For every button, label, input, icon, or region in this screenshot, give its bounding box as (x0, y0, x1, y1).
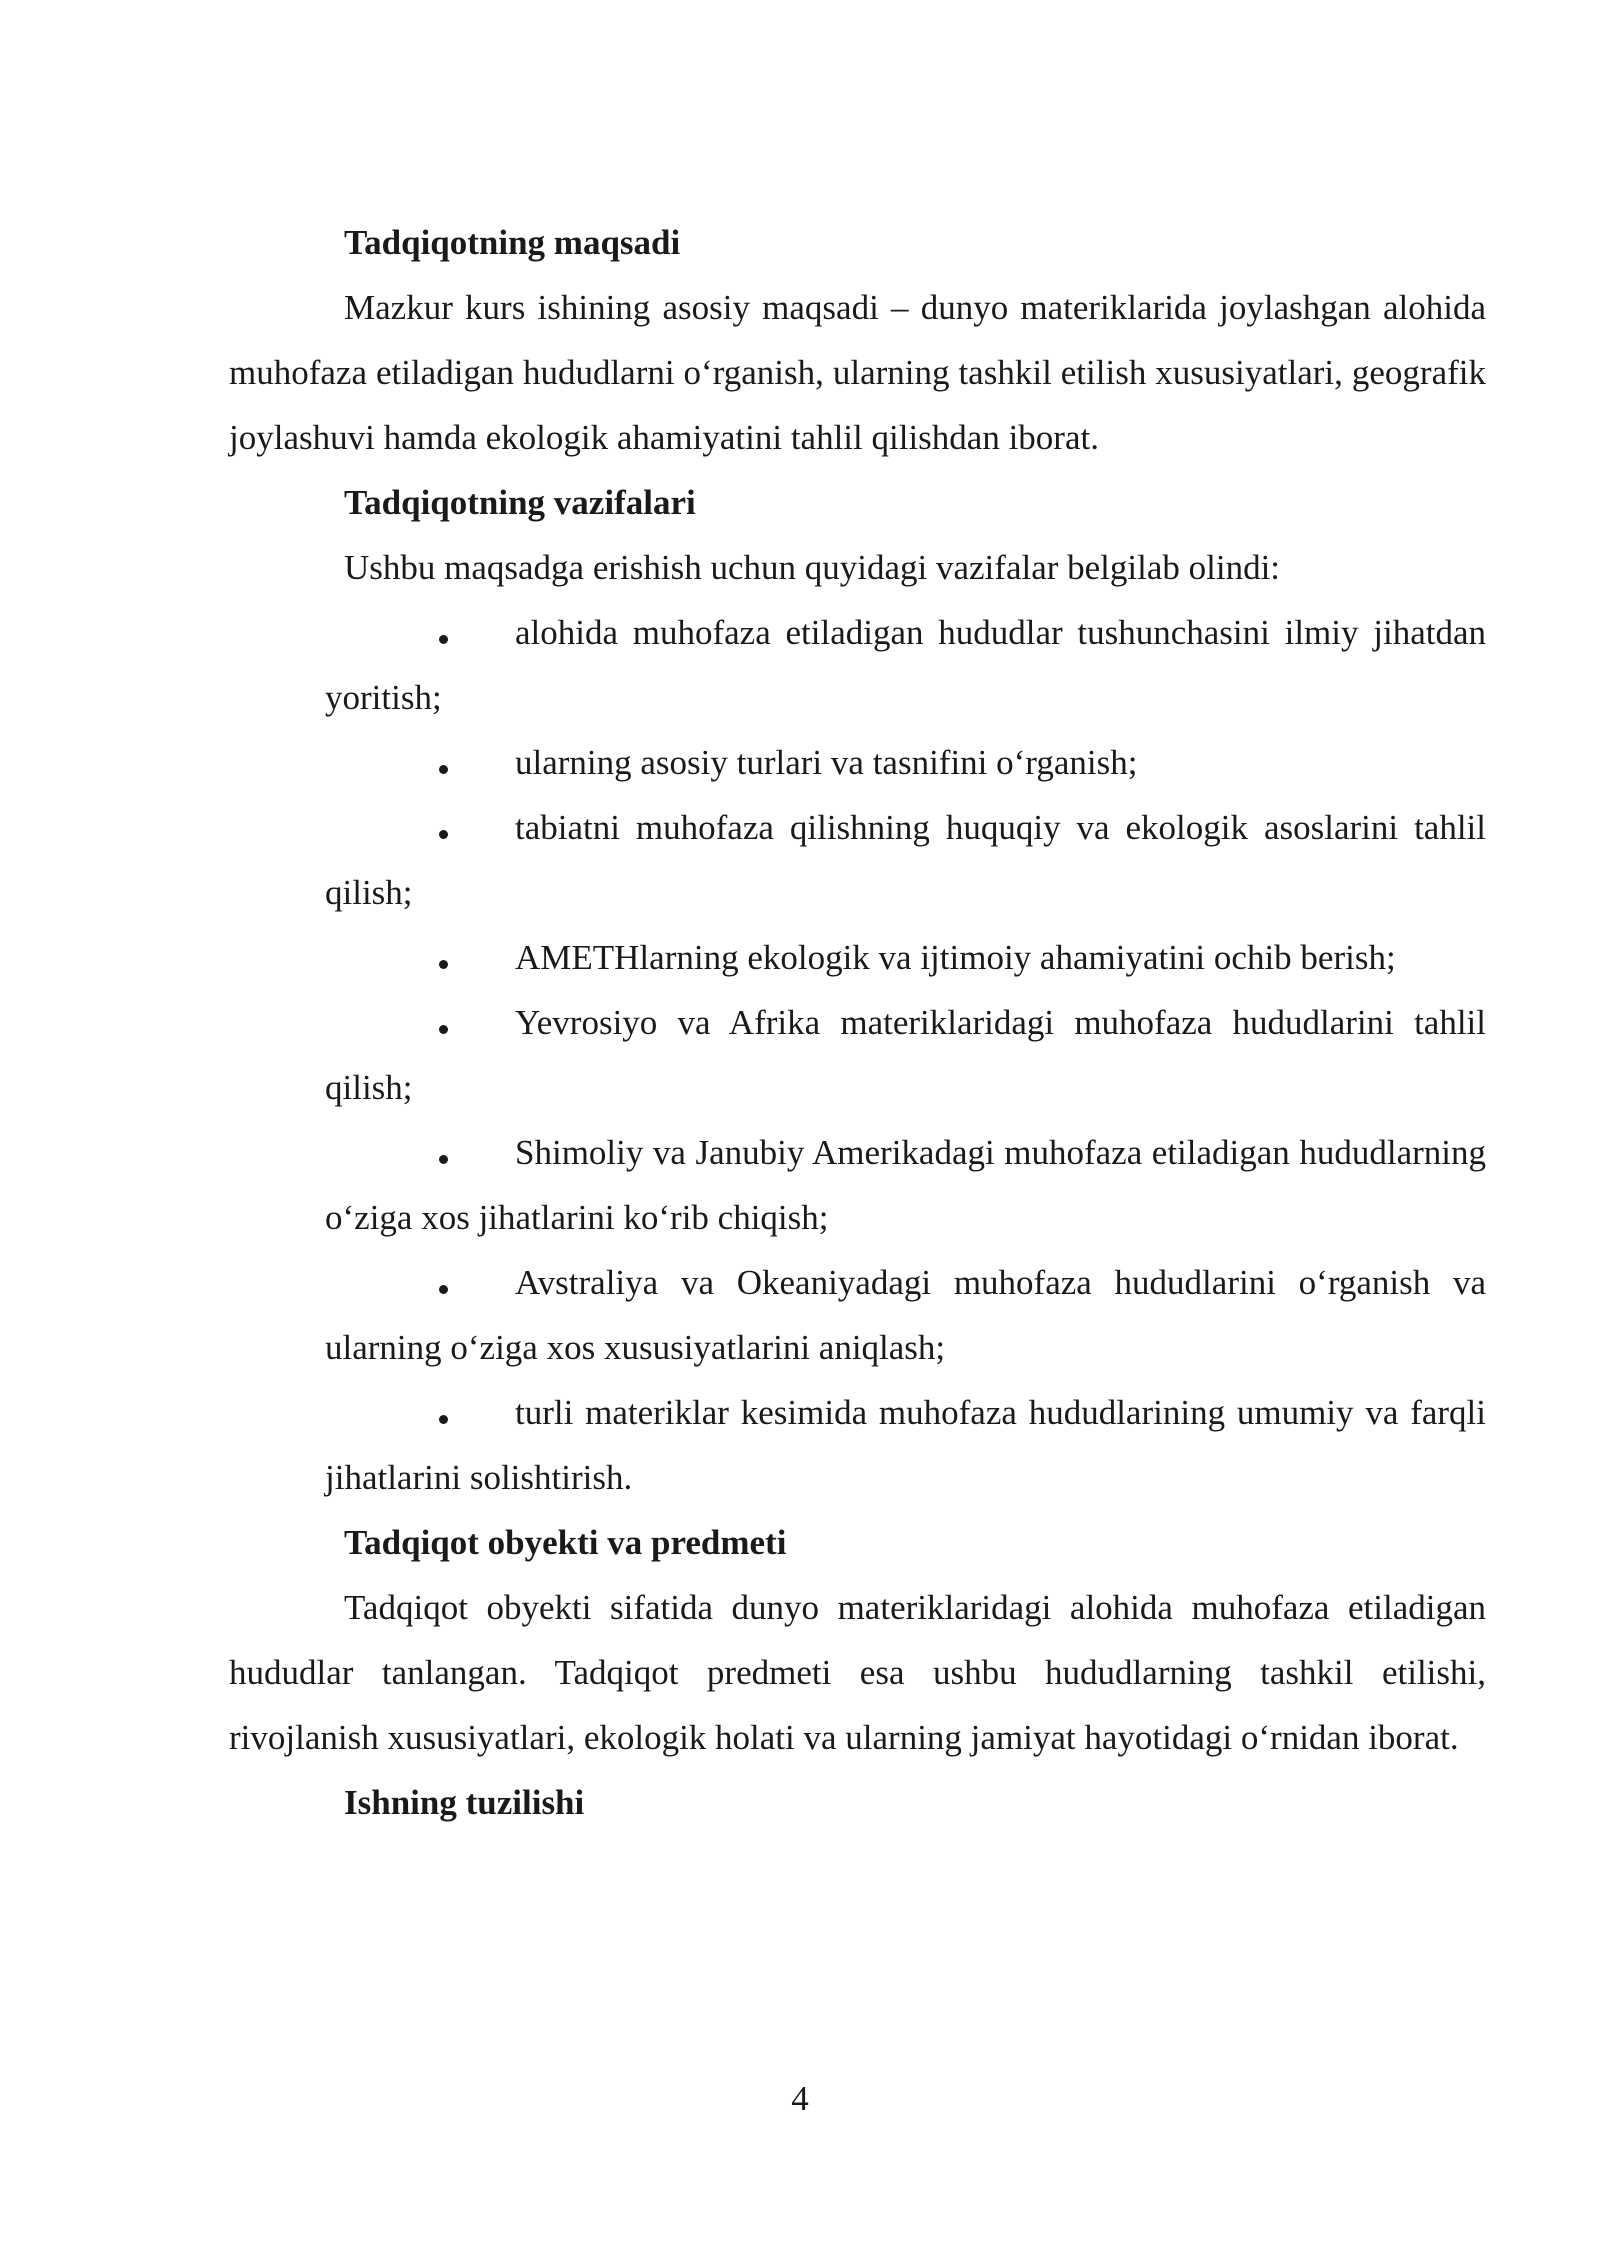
list-item (325, 925, 1486, 990)
list-item (325, 795, 1486, 925)
list-item (325, 600, 1486, 730)
list-item-text: Yevrosiyo va Afrika materiklaridagi muhofaza hududlarini tahlil qilish; (325, 1003, 1486, 1107)
list-item (325, 1380, 1486, 1510)
goal-heading: Tadqiqotning maqsadi (344, 223, 681, 262)
list-item-text: tabiatni muhofaza qilishning huquqiy va ekologik asoslarini tahlil qilish; (325, 808, 1486, 912)
list-item-text: ularning asosiy turlari va tasnifini o‘rganish; (515, 743, 1138, 782)
list-item (325, 730, 1486, 795)
goal-paragraph: Mazkur kurs ishining asosiy maqsadi – dunyo materiklarida joylashgan alohida muhofaza etiladigan hududlarni o‘rganish, ularning tashkil etilish xususiyatlari, geografik joylashuvi hamda ekologik ahamiyatini tahlil qilishdan iborat. (229, 288, 1486, 457)
list-item-text: Shimoliy va Janubiy Amerikadagi muhofaza etiladigan hududlarning o‘ziga xos jihatlarini ko‘rib chiqish; (325, 1133, 1486, 1237)
list-item-text: turli materiklar kesimida muhofaza hududlarining umumiy va farqli jihatlarini solishtirish. (325, 1393, 1486, 1497)
object-heading: Tadqiqot obyekti va predmeti (344, 1523, 787, 1562)
tasks-list (229, 600, 1486, 1510)
list-item-text: Avstraliya va Okeaniyadagi muhofaza hududlarini o‘rganish va ularning o‘ziga xos xususiyatlarini aniqlash; (325, 1263, 1486, 1367)
tasks-intro: Ushbu maqsadga erishish uchun quyidagi vazifalar belgilab olindi: (344, 548, 1281, 587)
list-item (325, 990, 1486, 1120)
tasks-heading: Tadqiqotning vazifalari (344, 483, 696, 522)
page-number: 4 (791, 2079, 809, 2118)
page-content (229, 210, 1486, 1835)
structure-heading: Ishning tuzilishi (344, 1783, 585, 1822)
list-item (325, 1250, 1486, 1380)
list-item-text: alohida muhofaza etiladigan hududlar tushunchasini ilmiy jihatdan yoritish; (325, 613, 1486, 717)
list-item (325, 1120, 1486, 1250)
object-paragraph: Tadqiqot obyekti sifatida dunyo materiklaridagi alohida muhofaza etiladigan hududlar tanlangan. Tadqiqot predmeti esa ushbu hududlarning tashkil etilishi, rivojlanish xususiyatlari, ekologik holati va ularning jamiyat hayotidagi o‘rnidan iborat. (229, 1588, 1486, 1757)
list-item-text: AMETHlarning ekologik va ijtimoiy ahamiyatini ochib berish; (515, 938, 1396, 977)
